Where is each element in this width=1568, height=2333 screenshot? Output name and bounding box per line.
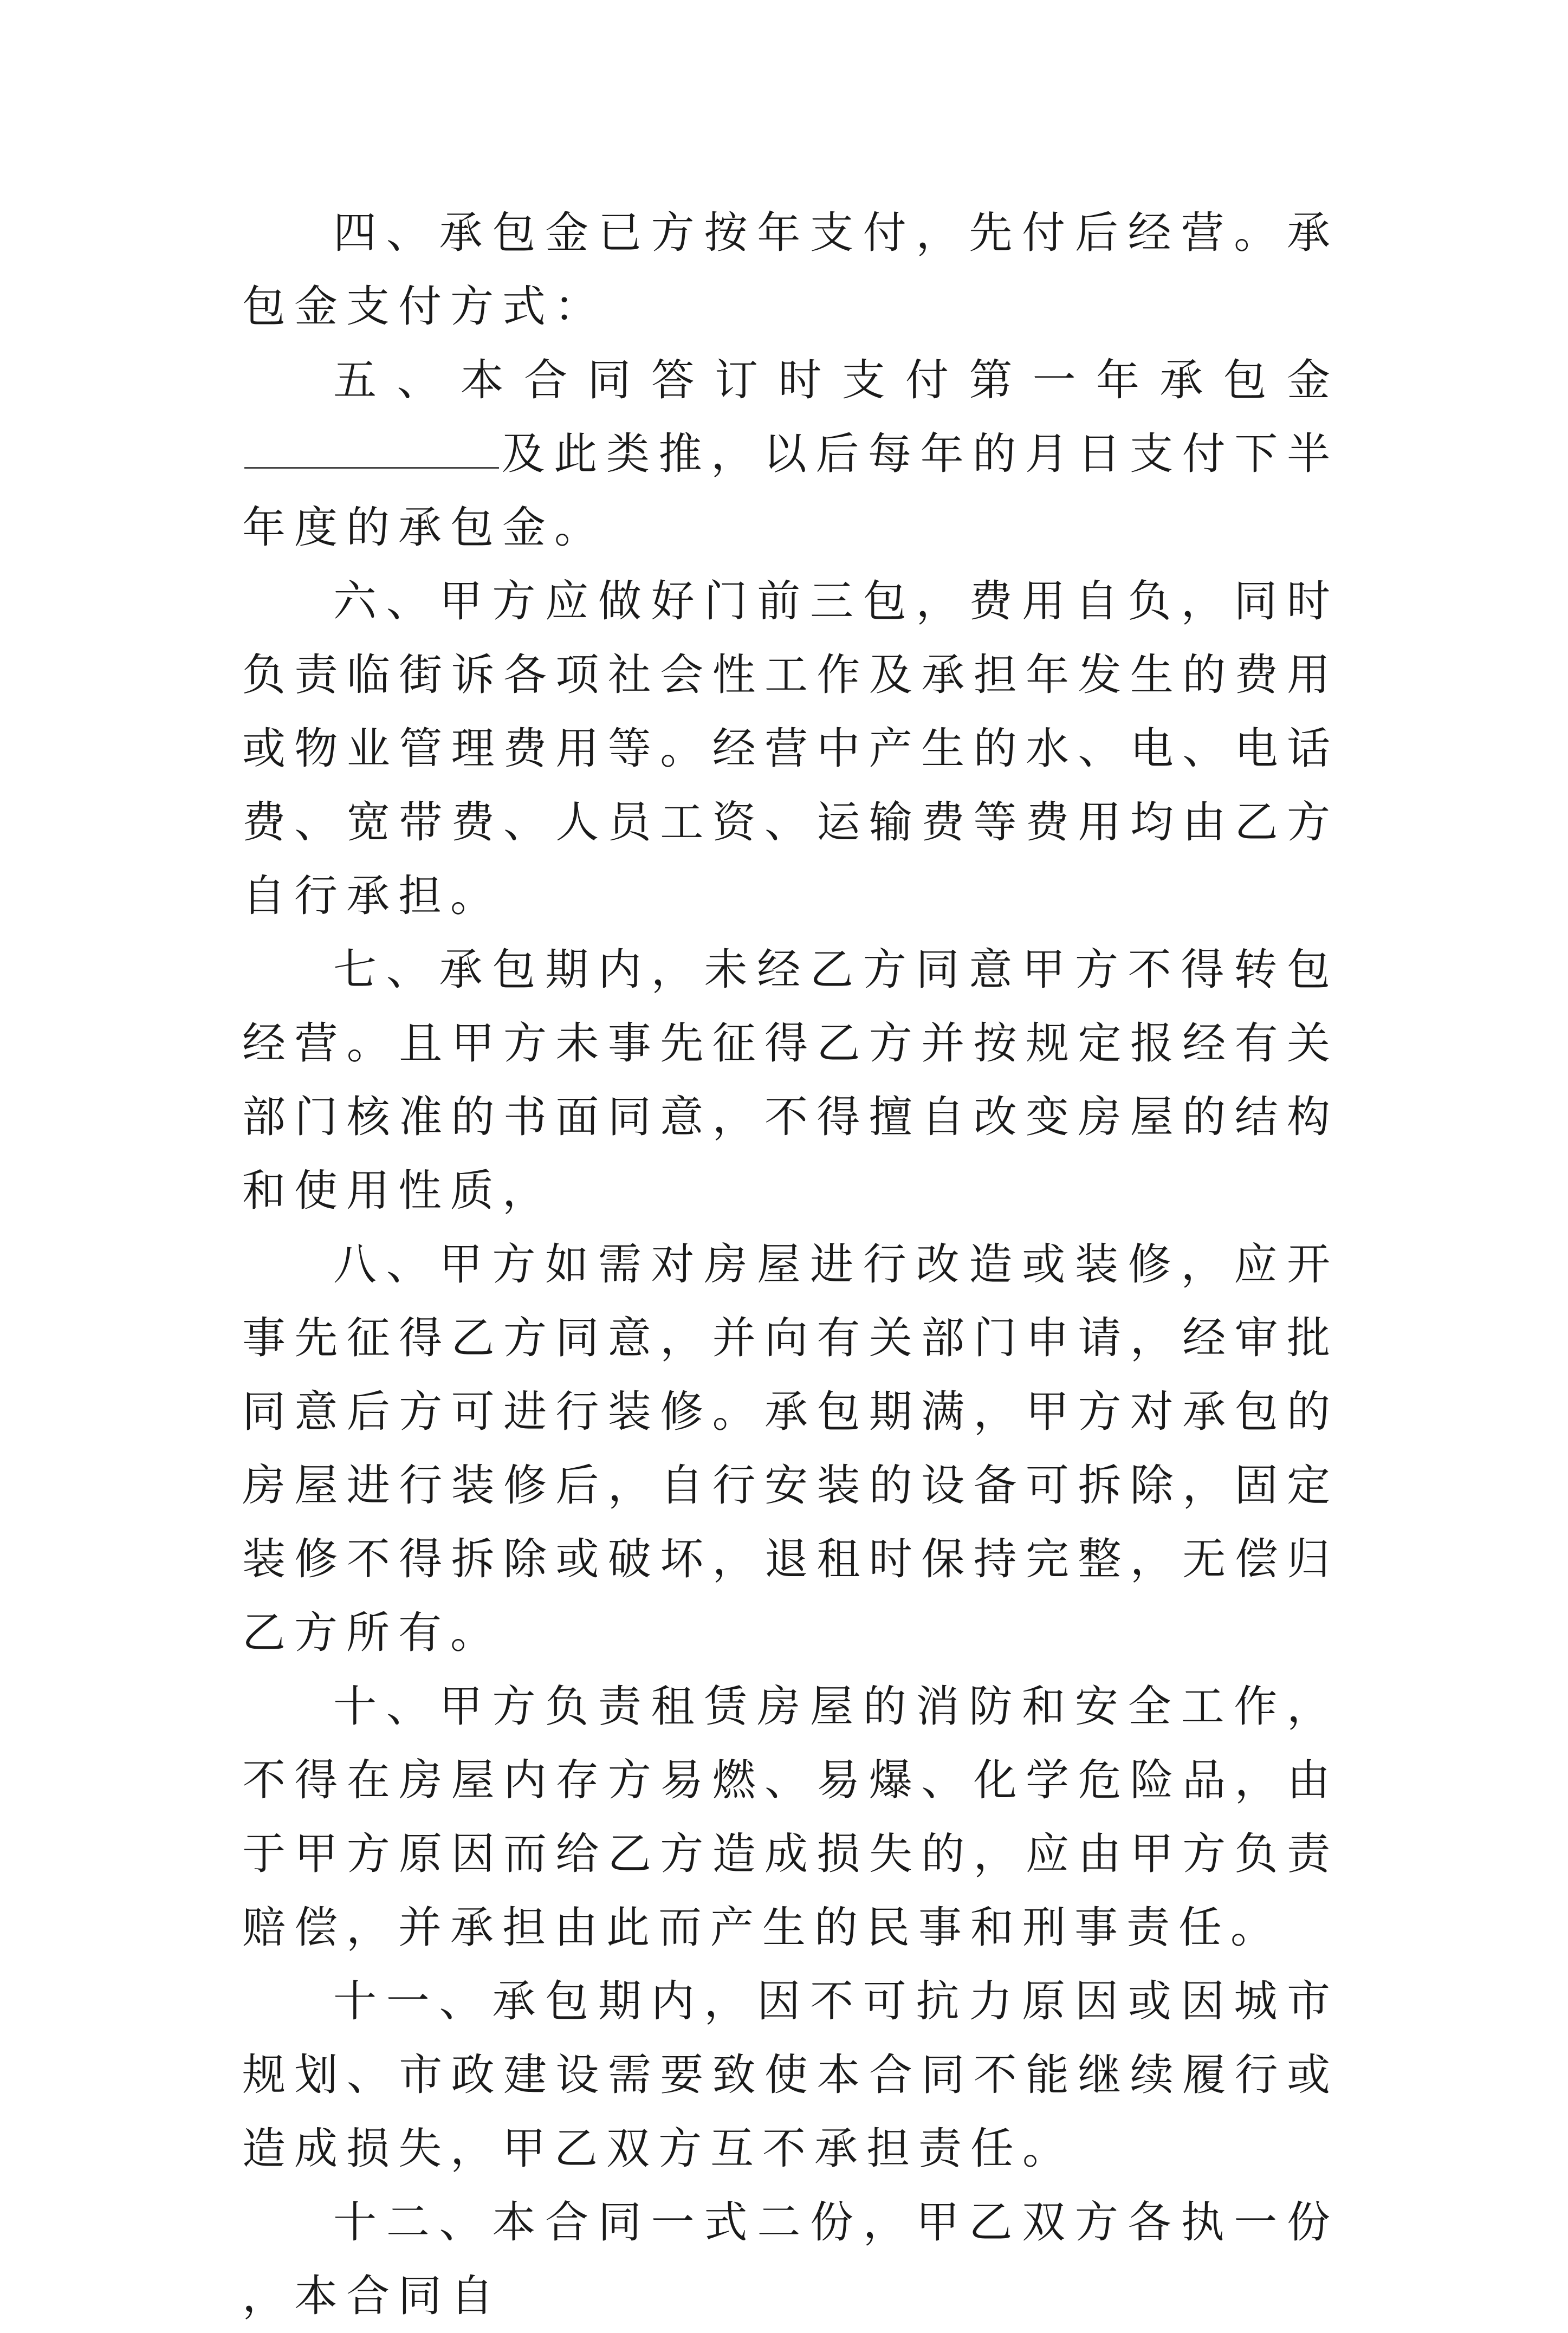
contract-body [242,196,1339,2333]
clause-4-paragraph: 四、承包金已方按年支付，先付后经营。承包金支付方式： [242,208,1339,332]
clause-5-text-before-blank: 五、本合同答订时支付第一年承包金 [333,355,1339,405]
clause-5-paragraph [242,344,1339,565]
clause-8-paragraph: 八、甲方如需对房屋进行改造或装修，应开事先征得乙方同意，并向有关部门申请，经审批同意后方可进行装修。承包期满，甲方对承包的房屋进行装修后，自行安装的设备可拆除，固定装修不得拆除或破坏，退租时保持完整，无偿归乙方所有。 [242,1239,1339,1658]
clause-6-paragraph: 六、甲方应做好门前三包，费用自负，同时负责临街诉各项社会性工作及承担年发生的费用或物业管理费用等。经营中产生的水、电、电话费、宽带费、人员工资、运输费等费用均由乙方自行承担。 [242,576,1339,921]
clause-7-paragraph: 七、承包期内，未经乙方同意甲方不得转包经营。且甲方未事先征得乙方并按规定报经有关部门核准的书面同意，不得擅自改变房屋的结构和使用性质， [242,944,1339,1216]
clause-12-paragraph: 十二、本合同一式二份，甲乙双方各执一份，本合同自 [242,2197,1339,2321]
clause-10-paragraph: 十、甲方负责租赁房屋的消防和安全工作，不得在房屋内存方易燃、易爆、化学危险品，由于甲方原因而给乙方造成损失的，应由甲方负责赔偿，并承担由此而产生的民事和刑事责任。 [242,1681,1339,1953]
fill-in-blank-line [244,433,499,469]
clause-5-text-after-blank: 及此类推，以后每年的月日支付下半年度的承包金。 [242,429,1339,553]
clause-11-paragraph: 十一、承包期内，因不可抗力原因或因城市规划、市政建设需要致使本合同不能继续履行或造成损失，甲乙双方互不承担责任。 [242,1976,1339,2174]
